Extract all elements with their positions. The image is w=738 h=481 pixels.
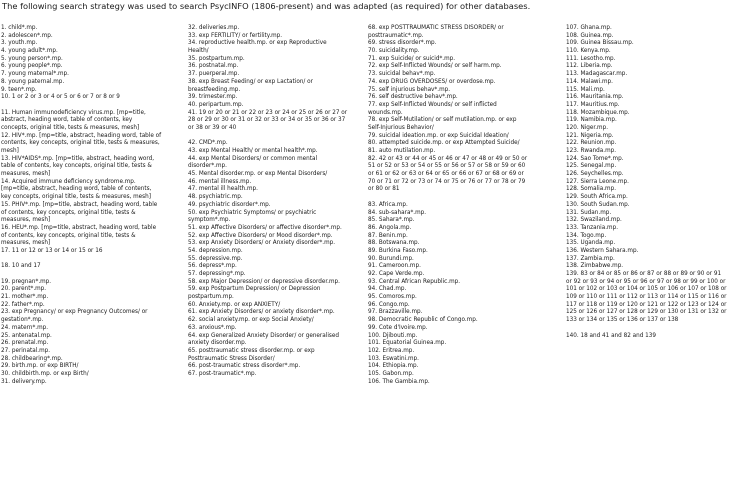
search-line: 91. Cameroon.mp. bbox=[368, 263, 421, 270]
search-line: [mp=title, abstract, heading word, table of contents, bbox=[1, 186, 152, 193]
search-line: 134. Togo.mp. bbox=[566, 232, 607, 239]
search-line: symptom*.mp. bbox=[188, 217, 231, 224]
search-line: 123. Rwanda.mp. bbox=[566, 148, 617, 154]
search-line: 50. exp Psychiatric Symptoms/ or psychiatric bbox=[188, 209, 317, 216]
search-line: 71. exp Suicide/ or suicid*.mp. bbox=[368, 55, 456, 62]
search-line: 27. perinatal.mp. bbox=[1, 347, 51, 354]
search-line: 93. Central African Republic.mp. bbox=[368, 278, 461, 285]
search-line: 128. Somalia.mp. bbox=[566, 186, 616, 193]
search-line: 99. Cote d'Ivoire.mp. bbox=[368, 324, 428, 331]
search-line: 109. Guinea Bissau.mp. bbox=[566, 40, 634, 47]
search-line: 57. depressing*.mp. bbox=[188, 271, 246, 277]
search-line: 4. young adult*.mp. bbox=[1, 48, 58, 55]
search-line: 94. Chad.mp. bbox=[368, 286, 407, 293]
search-line: 42. CMD*.mp. bbox=[188, 140, 228, 147]
search-line: 49. psychiatric disorder*.mp. bbox=[188, 201, 271, 208]
spacer bbox=[1, 102, 181, 110]
search-line: 133. Tanzania.mp. bbox=[566, 224, 618, 231]
search-line: 55. depressive.mp. bbox=[188, 255, 243, 262]
search-line: mesh] bbox=[1, 148, 19, 154]
search-line: 67. post-traumatic*.mp. bbox=[188, 370, 257, 377]
search-line: 77. exp Self-Inflicted Wounds/ or self inflicted bbox=[368, 101, 497, 108]
search-line: Health/ bbox=[188, 48, 209, 55]
search-line: 85. Sahara*.mp. bbox=[368, 217, 415, 224]
search-line: 109 or 110 or 111 or 112 or 113 or 114 or 115 or 116 or bbox=[566, 294, 727, 301]
search-line: table of contents, key concepts, original title, tests & bbox=[1, 163, 152, 170]
search-line: 116. Mauritania.mp. bbox=[566, 94, 624, 101]
search-line: 8. young paternal.mp. bbox=[1, 78, 65, 85]
search-line: disorder*.mp. bbox=[188, 163, 227, 170]
spacer bbox=[1, 271, 181, 279]
search-line: 105. Gabon.mp. bbox=[368, 370, 414, 377]
search-line: 84. sub-sahara*.mp. bbox=[368, 209, 427, 216]
search-line: 139. 83 or 84 or 85 or 86 or 87 or 88 or 89 or 90 or 91 bbox=[566, 271, 722, 277]
search-line: 68. exp POSTTRAUMATIC STRESS DISORDER/ or bbox=[368, 25, 504, 31]
search-line: 69. stress disorder*.mp. bbox=[368, 40, 437, 47]
search-line: 35. postpartum.mp. bbox=[188, 55, 245, 62]
search-line: 43. exp Mental Health/ or mental health*.mp. bbox=[188, 148, 318, 154]
search-line: 76. self destructive behav*.mp. bbox=[368, 94, 458, 101]
search-line: 32. deliveries.mp. bbox=[188, 25, 240, 31]
search-line: 106. The Gambia.mp. bbox=[368, 378, 430, 385]
search-line: 75. self injurious behav*.mp. bbox=[368, 86, 451, 93]
search-line: 83. Africa.mp. bbox=[368, 201, 408, 208]
search-line: 14. Acquired immune deficiency syndrome.mp. bbox=[1, 178, 136, 185]
search-line: 125. Senegal.mp. bbox=[566, 163, 617, 170]
search-line: 34. reproductive health.mp. or exp Reproductive bbox=[188, 40, 327, 47]
strategy-column-3 bbox=[368, 25, 556, 386]
search-line: 30. childbirth.mp. or exp Birth/ bbox=[1, 370, 89, 377]
search-line: 37. puerperal.mp. bbox=[188, 71, 240, 78]
search-line: 79. suicidal ideation.mp. or exp Suicidal Ideation/ bbox=[368, 132, 509, 139]
search-line: 17. 11 or 12 or 13 or 14 or 15 or 16 bbox=[1, 247, 103, 254]
search-line: 2. adolescen*.mp. bbox=[1, 32, 53, 39]
search-line: wounds.mp. bbox=[368, 109, 403, 116]
page-title: The following search strategy was used to search PsycINFO (1806-present) and was adapted (as required) for other databases. bbox=[2, 1, 531, 11]
search-line: 19. pregnan*.mp. bbox=[1, 278, 52, 285]
search-line: 15. PHIV*.mp. [mp=title, abstract, heading word, table bbox=[1, 201, 158, 208]
search-line: 131. Sudan.mp. bbox=[566, 209, 612, 216]
search-line: 41. 19 or 20 or 21 or 22 or 23 or 24 or 25 or 26 or 27 or bbox=[188, 109, 348, 116]
search-line: 9. teen*.mp. bbox=[1, 86, 37, 93]
search-line: 72. exp Self-Inflicted Wounds/ or self harm.mp. bbox=[368, 63, 502, 70]
search-line: 47. mental ill health.mp. bbox=[188, 186, 258, 193]
search-line: measures, mesh] bbox=[1, 217, 51, 224]
search-line: 102. Eritrea.mp. bbox=[368, 347, 415, 354]
search-line: 45. Mental disorder.mp. or exp Mental Disorders/ bbox=[188, 171, 328, 178]
search-line: 82. 42 or 43 or 44 or 45 or 46 or 47 or 48 or 49 or 50 or bbox=[368, 155, 528, 162]
search-line: 117 or 118 or 119 or 120 or 121 or 122 or 123 or 124 or bbox=[566, 301, 727, 308]
search-line: 51 or 52 or 53 or 54 or 55 or 56 or 57 or 58 or 59 or 60 bbox=[368, 163, 526, 170]
search-line: 53. exp Anxiety Disorders/ or Anxiety disorder*.mp. bbox=[188, 240, 336, 247]
search-line: 101 or 102 or 103 or 104 or 105 or 106 or 107 or 108 or bbox=[566, 286, 727, 293]
search-line: 130. South Sudan.mp. bbox=[566, 201, 630, 208]
search-line: 135. Uganda.mp. bbox=[566, 240, 616, 247]
search-line: 104. Ethiopia.mp. bbox=[368, 363, 419, 370]
search-line: 97. Brazzaville.mp. bbox=[368, 309, 423, 316]
search-line: gestation*.mp. bbox=[1, 317, 44, 324]
search-line: or 38 or 39 or 40 bbox=[188, 124, 237, 131]
search-line: 136. Western Sahara.mp. bbox=[566, 247, 639, 254]
search-line: 18. 10 and 17 bbox=[1, 263, 41, 270]
search-line: 40. peripartum.mp. bbox=[188, 101, 244, 108]
search-line: 22. father*.mp. bbox=[1, 301, 45, 308]
search-line: 52. exp Affective Disorders/ or Mood disorder*.mp. bbox=[188, 232, 333, 239]
search-line: 90. Burundi.mp. bbox=[368, 255, 414, 262]
search-line: 80. attempted suicide.mp. or exp Attempted Suicide/ bbox=[368, 140, 520, 147]
search-line: 60. Anxiety.mp. or exp ANXIETY/ bbox=[188, 301, 281, 308]
search-line: postpartum.mp. bbox=[188, 294, 234, 301]
search-line: 62. social anxiety.mp. or exp Social Anxiety/ bbox=[188, 317, 314, 324]
search-line: 51. exp Affective Disorders/ or affective disorder*.mp. bbox=[188, 224, 342, 231]
search-line: 6. young people*.mp. bbox=[1, 63, 63, 70]
search-line: 24. matern*.mp. bbox=[1, 324, 49, 331]
search-line: 124. Sao Tome*.mp. bbox=[566, 155, 624, 162]
search-line: 23. exp Pregnancy/ or exp Pregnancy Outcomes/ or bbox=[1, 309, 148, 316]
search-line: 11. Human immunodeficiency virus.mp. [mp=title, bbox=[1, 109, 146, 116]
spacer bbox=[188, 133, 364, 141]
search-line: 10. 1 or 2 or 3 or 4 or 5 or 6 or 7 or 8 or 9 bbox=[1, 94, 120, 101]
search-line: 39. trimester.mp. bbox=[188, 94, 238, 101]
search-line: 114. Malawi.mp. bbox=[566, 78, 613, 85]
spacer bbox=[1, 256, 181, 264]
search-line: 127. Sierra Leone.mp. bbox=[566, 178, 629, 185]
search-line: 119. Namibia.mp. bbox=[566, 117, 617, 124]
search-line: 44. exp Mental Disorders/ or common mental bbox=[188, 155, 318, 162]
search-line: 48. psychiatric.mp. bbox=[188, 194, 243, 201]
search-line: 89. Burkina Faso.mp. bbox=[368, 247, 428, 254]
search-line: 73. suicidal behav*.mp. bbox=[368, 71, 436, 78]
search-line: 129. South Africa.mp. bbox=[566, 194, 628, 201]
search-line: 81. auto mutilation.mp. bbox=[368, 148, 436, 154]
search-line: posttraumatic*.mp. bbox=[368, 32, 424, 39]
search-line: 110. Kenya.mp. bbox=[566, 48, 611, 55]
search-line: 122. Reunion.mp. bbox=[566, 140, 617, 147]
search-line: 46. mental illness.mp. bbox=[188, 178, 252, 185]
strategy-column-1 bbox=[1, 25, 181, 386]
search-line: 132. Swaziland.mp. bbox=[566, 217, 622, 224]
search-line: 1. child*.mp. bbox=[1, 25, 38, 31]
search-line: 108. Guinea.mp. bbox=[566, 32, 614, 39]
search-line: key concepts, original title, tests & measures, mesh] bbox=[1, 194, 151, 201]
search-line: 28 or 29 or 30 or 31 or 32 or 33 or 34 or 35 or 36 or 37 bbox=[188, 117, 346, 124]
search-line: 33. exp FERTILITY/ or fertility.mp. bbox=[188, 32, 283, 39]
search-line: 70 or 71 or 72 or 73 or 74 or 75 or 76 or 77 or 78 or 79 bbox=[368, 178, 526, 185]
search-line: 126. Seychelles.mp. bbox=[566, 171, 624, 178]
spacer bbox=[368, 194, 556, 202]
search-line: 86. Angola.mp. bbox=[368, 224, 412, 231]
search-line: 26. prenatal.mp. bbox=[1, 340, 49, 347]
search-line: 63. anxious*.mp. bbox=[188, 324, 237, 331]
search-line: 121. Nigeria.mp. bbox=[566, 132, 614, 139]
search-line: 88. Botswana.mp. bbox=[368, 240, 420, 247]
search-line: 58. exp Major Depression/ or depressive disorder.mp. bbox=[188, 278, 340, 285]
search-line: 137. Zambia.mp. bbox=[566, 255, 615, 262]
search-line: 111. Lesotho.mp. bbox=[566, 55, 616, 62]
search-line: 29. birth.mp. or exp BIRTH/ bbox=[1, 363, 79, 370]
spacer bbox=[566, 325, 736, 333]
search-line: 61. exp Anxiety Disorders/ or anxiety disorder*.mp. bbox=[188, 309, 335, 316]
search-line: Posttraumatic Stress Disorder/ bbox=[188, 355, 275, 362]
search-line: 96. Congo.mp. bbox=[368, 301, 410, 308]
search-line: 138. Zimbabwe.mp. bbox=[566, 263, 624, 270]
search-line: 38. exp Breast Feeding/ or exp Lactation/ or bbox=[188, 78, 313, 85]
search-line: measures, mesh] bbox=[1, 240, 51, 247]
search-line: 118. Mozambique.mp. bbox=[566, 109, 630, 116]
search-line: 3. youth.mp. bbox=[1, 40, 38, 47]
search-line: measures, mesh] bbox=[1, 171, 51, 178]
search-line: contents, key concepts, original title, tests & measures, bbox=[1, 140, 160, 147]
strategy-column-2 bbox=[188, 25, 364, 379]
search-line: abstract, heading word, table of contents, key bbox=[1, 117, 133, 124]
search-line: or 80 or 81 bbox=[368, 186, 400, 193]
search-line: 64. exp Generalized Anxiety Disorder/ or generalised bbox=[188, 332, 339, 339]
search-line: 12. HIV*.mp. [mp=title, abstract, heading word, table of bbox=[1, 132, 162, 139]
search-line: 100. Djibouti.mp. bbox=[368, 332, 418, 339]
search-line: 103. Eswatini.mp. bbox=[368, 355, 419, 362]
search-line: or 92 or 93 or 94 or 95 or 96 or 97 or 98 or 99 or 100 or bbox=[566, 278, 726, 285]
search-line: 7. young maternal*.mp. bbox=[1, 71, 69, 78]
search-line: 98. Democratic Republic of Congo.mp. bbox=[368, 317, 478, 324]
search-line: 66. post-traumatic stress disorder*.mp. bbox=[188, 363, 301, 370]
search-line: 31. delivery.mp. bbox=[1, 378, 47, 385]
search-line: 28. childbearing*.mp. bbox=[1, 355, 63, 362]
search-line: 115. Mali.mp. bbox=[566, 86, 605, 93]
search-line: or 61 or 62 or 63 or 64 or 65 or 66 or 67 or 68 or 69 or bbox=[368, 171, 524, 178]
search-line: 36. postnatal.mp. bbox=[188, 63, 239, 70]
search-line: 59. exp Postpartum Depression/ or Depression bbox=[188, 286, 321, 293]
search-line: 120. Niger.mp. bbox=[566, 124, 608, 131]
search-line: 112. Liberia.mp. bbox=[566, 63, 613, 70]
search-line: of contents, key concepts, original title, tests & bbox=[1, 232, 136, 239]
search-line: 92. Cape Verde.mp. bbox=[368, 271, 425, 277]
search-line: Self-Injurious Behavior/ bbox=[368, 124, 434, 131]
search-line: 65. posttraumatic stress disorder.mp. or exp bbox=[188, 347, 315, 354]
search-line: 133 or 134 or 135 or 136 or 137 or 138 bbox=[566, 317, 679, 324]
search-line: 21. mother*.mp. bbox=[1, 294, 49, 301]
search-line: 95. Comoros.mp. bbox=[368, 294, 417, 301]
search-line: anxiety disorder.mp. bbox=[188, 340, 247, 347]
search-line: 117. Mauritius.mp. bbox=[566, 101, 620, 108]
search-line: 20. parent*.mp. bbox=[1, 286, 47, 293]
search-line: concepts, original title, tests & measures, mesh] bbox=[1, 124, 140, 131]
search-line: 5. young person*.mp. bbox=[1, 55, 63, 62]
search-line: 16. HEU*.mp. [mp=title, abstract, heading word, table bbox=[1, 224, 157, 231]
search-line: 107. Ghana.mp. bbox=[566, 25, 612, 31]
search-line: 56. depress*.mp. bbox=[188, 263, 237, 270]
search-line: 54. depression.mp. bbox=[188, 247, 243, 254]
search-line: of contents, key concepts, original title, tests & bbox=[1, 209, 136, 216]
search-line: 140. 18 and 41 and 82 and 139 bbox=[566, 332, 656, 339]
search-line: 25. antenatal.mp. bbox=[1, 332, 52, 339]
search-line: 78. exp Self-Mutilation/ or self mutilation.mp. or exp bbox=[368, 117, 517, 124]
search-line: 125 or 126 or 127 or 128 or 129 or 130 or 131 or 132 or bbox=[566, 309, 727, 316]
search-line: 13. HIV*AIDS*.mp. [mp=title, abstract, heading word, bbox=[1, 155, 155, 162]
search-line: 70. suicidality.mp. bbox=[368, 48, 420, 55]
search-line: 101. Equatorial Guinea.mp. bbox=[368, 340, 447, 347]
strategy-column-4 bbox=[566, 25, 736, 340]
search-line: 113. Madagascar.mp. bbox=[566, 71, 628, 78]
search-line: 87. Benin.mp. bbox=[368, 232, 408, 239]
search-line: breastfeeding.mp. bbox=[188, 86, 241, 93]
search-line: 74. exp DRUG OVERDOSES/ or overdose.mp. bbox=[368, 78, 496, 85]
